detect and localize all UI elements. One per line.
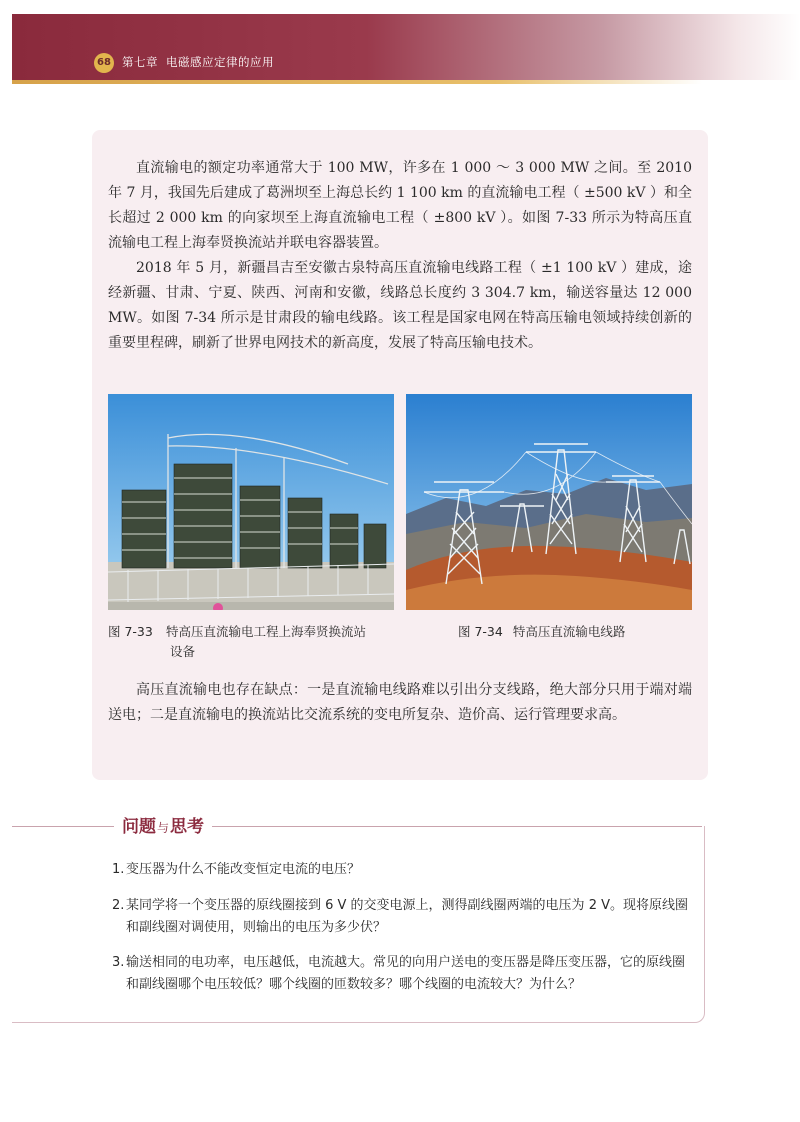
question-text: 变压器为什么不能改变恒定电流的电压？ [126,862,361,877]
figure-7-33-photo [108,394,394,610]
page-number-badge: 68 [94,53,114,73]
question-item [112,859,692,881]
questions-title-mid: 与 [157,821,170,835]
question-number: 1. [112,862,125,877]
figure-7-34-caption [458,622,698,642]
figure-7-33-caption-line2: 设备 [170,644,196,659]
header-gold-rule [12,80,702,84]
question-text: 输送相同的电功率，电压越低，电流越大。常见的向用户送电的变压器是降压变压器，它的原线圈和副线圈哪个电压较低？哪个线圈的匝数较多？哪个线圈的电流较大？为什么？ [126,955,686,992]
body-paragraph-2: 2018 年 5 月，新疆昌吉至安徽古泉特高压直流输电线路工程（ ±1 100 kV ）建成，途经新疆、甘肃、宁夏、陕西、河南和安徽，线路总长度约 3 304.7 km，输送容量达 12 000 MW。如图 7-34 所示是甘肃段的输电线路。该工程是国家电网在特高压输电领域持续创新的重要里程碑，刷新了世界电网技术的新高度，发展了特高压输电技术。 [108,260,692,351]
question-number: 3. [112,955,125,970]
figure-7-33-number: 图 7-33 [108,624,153,639]
chapter-name: 电磁感应定律的应用 [166,55,274,69]
question-number: 2. [112,898,125,913]
chapter-title [122,54,282,70]
body-paragraph-1: 直流输电的额定功率通常大于 100 MW，许多在 1 000 ～ 3 000 MW 之间。至 2010 年 7 月，我国先后建成了葛洲坝至上海总长约 1 100 km 的直流输电工程（ ±500 kV ）和全长超过 2 000 km 的向家坝至上海直流输电工程（ ±800 kV ）。如图 7-33 所示为特高压直流输电工程上海奉贤换流站并联电容器装置。 [108,160,692,251]
figure-7-33-caption-line1: 特高压直流输电工程上海奉贤换流站 [166,624,367,639]
figure-7-34-photo [406,394,692,610]
chapter-header-band [12,14,800,80]
question-item [112,952,692,996]
questions-title [114,812,212,837]
question-text: 某同学将一个变压器的原线圈接到 6 V 的交变电源上，测得副线圈两端的电压为 2 V。现将原线圈和副线圈对调使用，则输出的电压为多少伏？ [126,898,688,935]
questions-title-left: 问题 [122,817,156,837]
figure-7-34-number: 图 7-34 [458,624,503,639]
figure-7-34-caption-line1: 特高压直流输电线路 [512,624,626,639]
question-item [112,895,692,939]
chapter-number: 第七章 [122,55,158,69]
figure-7-33-caption [108,622,408,662]
body-paragraph-3: 高压直流输电也存在缺点：一是直流输电线路难以引出分支线路，绝大部分只用于端对端送电；二是直流输电的换流站比交流系统的变电所复杂、造价高、运行管理要求高。 [108,682,692,723]
questions-title-right: 思考 [170,817,205,837]
